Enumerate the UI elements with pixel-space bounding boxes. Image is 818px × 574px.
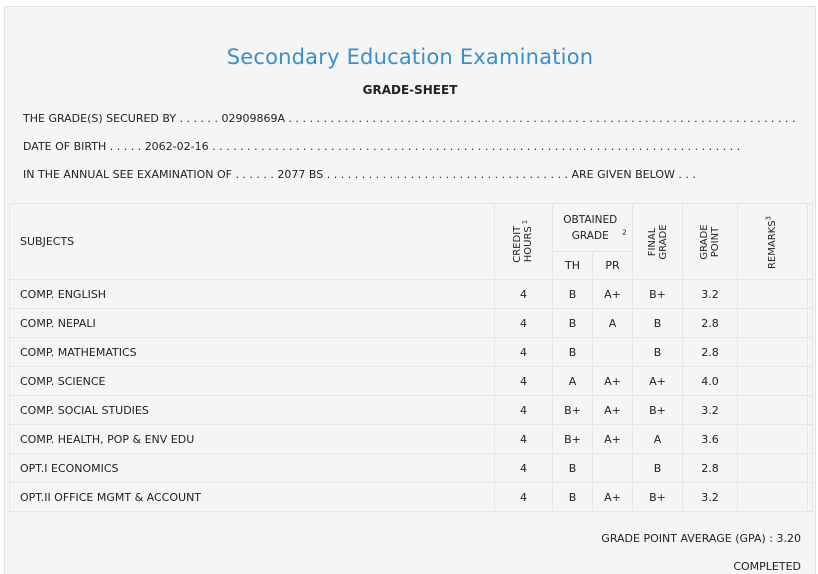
dot-leader: . . . . . . . . . . . . . . . . . . . . . . . . . . . . . . . . . . . . . . . . . . . . . . . . . . . . . . . . . . . . . . . . . . . . . . . . . — [288, 112, 796, 125]
table-row — [10, 367, 813, 396]
blank-cell — [808, 280, 813, 309]
theory-grade: B — [553, 338, 593, 367]
grade-sheet-heading: GRADE-SHEET — [362, 83, 458, 97]
blank-cell — [808, 454, 813, 483]
blank-cell — [808, 425, 813, 454]
practical-grade: A — [593, 309, 633, 338]
final-grade: A+ — [633, 367, 683, 396]
blank-cell — [808, 483, 813, 512]
final-grade: A — [633, 425, 683, 454]
credit-hours: 4 — [495, 396, 553, 425]
practical-grade — [593, 454, 633, 483]
table-row — [10, 338, 813, 367]
theory-grade: B — [553, 280, 593, 309]
dob-label: DATE OF BIRTH . . . . . — [23, 140, 142, 153]
credit-hours: 4 — [495, 425, 553, 454]
theory-grade: B+ — [553, 396, 593, 425]
dot-leader: . . . . . . . . . . . . . . . . . . . . . . . . . . . . . . . . . . . . . . . . . . . . . . . . . . . . . . . . . . . . . . . . . . . . . . . . . . . . — [212, 140, 741, 153]
practical-grade — [593, 338, 633, 367]
blank-cell — [808, 367, 813, 396]
table-row — [10, 309, 813, 338]
table-row — [10, 425, 813, 454]
credit-hours: 4 — [495, 454, 553, 483]
blank-cell — [808, 338, 813, 367]
exam-label: IN THE ANNUAL SEE EXAMINATION OF . . . . . . — [23, 168, 274, 181]
remarks — [738, 367, 808, 396]
blank-cell — [808, 309, 813, 338]
remarks — [738, 280, 808, 309]
gpa-summary: GRADE POINT AVERAGE (GPA) : 3.20 — [601, 532, 801, 545]
final-grade: B — [633, 309, 683, 338]
grade-point: 2.8 — [683, 309, 738, 338]
grade-point: 2.8 — [683, 338, 738, 367]
obtained-grade-header: OBTAINED GRADE $^2$ — [553, 204, 633, 252]
remarks-header: REMARKS$^3$ — [738, 204, 808, 280]
remarks — [738, 425, 808, 454]
theory-grade: B+ — [553, 425, 593, 454]
grade-point: 2.8 — [683, 454, 738, 483]
final-grade: B+ — [633, 280, 683, 309]
grade-point: 4.0 — [683, 367, 738, 396]
blank-header — [808, 204, 813, 280]
blank-cell — [808, 396, 813, 425]
grade-point: 3.6 — [683, 425, 738, 454]
credit-hours: 4 — [495, 483, 553, 512]
practical-grade: A+ — [593, 483, 633, 512]
grade-point: 3.2 — [683, 483, 738, 512]
practical-grade: A+ — [593, 396, 633, 425]
table-row — [10, 483, 813, 512]
exam-suffix: ARE GIVEN BELOW . . . — [571, 168, 696, 181]
pr-header: PR — [593, 252, 633, 280]
subjects-header: SUBJECTS — [10, 204, 495, 280]
subject-name: COMP. MATHEMATICS — [10, 338, 495, 367]
subject-name: OPT.I ECONOMICS — [10, 454, 495, 483]
subject-name: COMP. NEPALI — [10, 309, 495, 338]
subject-name: COMP. SOCIAL STUDIES — [10, 396, 495, 425]
date-of-birth-line — [23, 140, 740, 153]
credit-hours: 4 — [495, 367, 553, 396]
dot-leader: . . . . . . . . . . . . . . . . . . . . . . . . . . . . . . . . . . . — [326, 168, 568, 181]
th-header: TH — [553, 252, 593, 280]
table-row — [10, 396, 813, 425]
subject-name: COMP. SCIENCE — [10, 367, 495, 396]
theory-grade: B — [553, 483, 593, 512]
grade-point: 3.2 — [683, 396, 738, 425]
exam-title: Secondary Education Examination — [226, 45, 594, 69]
remarks — [738, 309, 808, 338]
grade-sheet-panel — [4, 6, 816, 574]
grade-point-header: GRADE POINT — [683, 204, 738, 280]
practical-grade: A+ — [593, 367, 633, 396]
grades-table — [9, 203, 813, 512]
table-row — [10, 280, 813, 309]
final-grade: B — [633, 454, 683, 483]
grade-secured-line — [23, 112, 796, 125]
symbol-number: 02909869A — [221, 112, 286, 125]
subject-name: COMP. HEALTH, POP & ENV EDU — [10, 425, 495, 454]
theory-grade: B — [553, 309, 593, 338]
exam-year: 2077 BS — [277, 168, 324, 181]
grade-point: 3.2 — [683, 280, 738, 309]
remarks — [738, 454, 808, 483]
credit-hours: 4 — [495, 338, 553, 367]
final-grade: B+ — [633, 483, 683, 512]
final-grade: B+ — [633, 396, 683, 425]
completion-status: COMPLETED — [733, 560, 801, 573]
practical-grade: A+ — [593, 280, 633, 309]
final-grade-header: FINAL GRADE — [633, 204, 683, 280]
exam-line — [23, 168, 696, 181]
remarks — [738, 483, 808, 512]
credit-hours: 4 — [495, 280, 553, 309]
remarks — [738, 338, 808, 367]
date-of-birth: 2062-02-16 — [144, 140, 209, 153]
theory-grade: A — [553, 367, 593, 396]
credit-hours-header: CREDIT HOURS$^1$ — [495, 204, 553, 280]
grade-secured-label: THE GRADE(S) SECURED BY . . . . . . — [23, 112, 219, 125]
table-row — [10, 454, 813, 483]
final-grade: B — [633, 338, 683, 367]
practical-grade: A+ — [593, 425, 633, 454]
credit-hours: 4 — [495, 309, 553, 338]
theory-grade: B — [553, 454, 593, 483]
remarks — [738, 396, 808, 425]
subject-name: COMP. ENGLISH — [10, 280, 495, 309]
subject-name: OPT.II OFFICE MGMT & ACCOUNT — [10, 483, 495, 512]
